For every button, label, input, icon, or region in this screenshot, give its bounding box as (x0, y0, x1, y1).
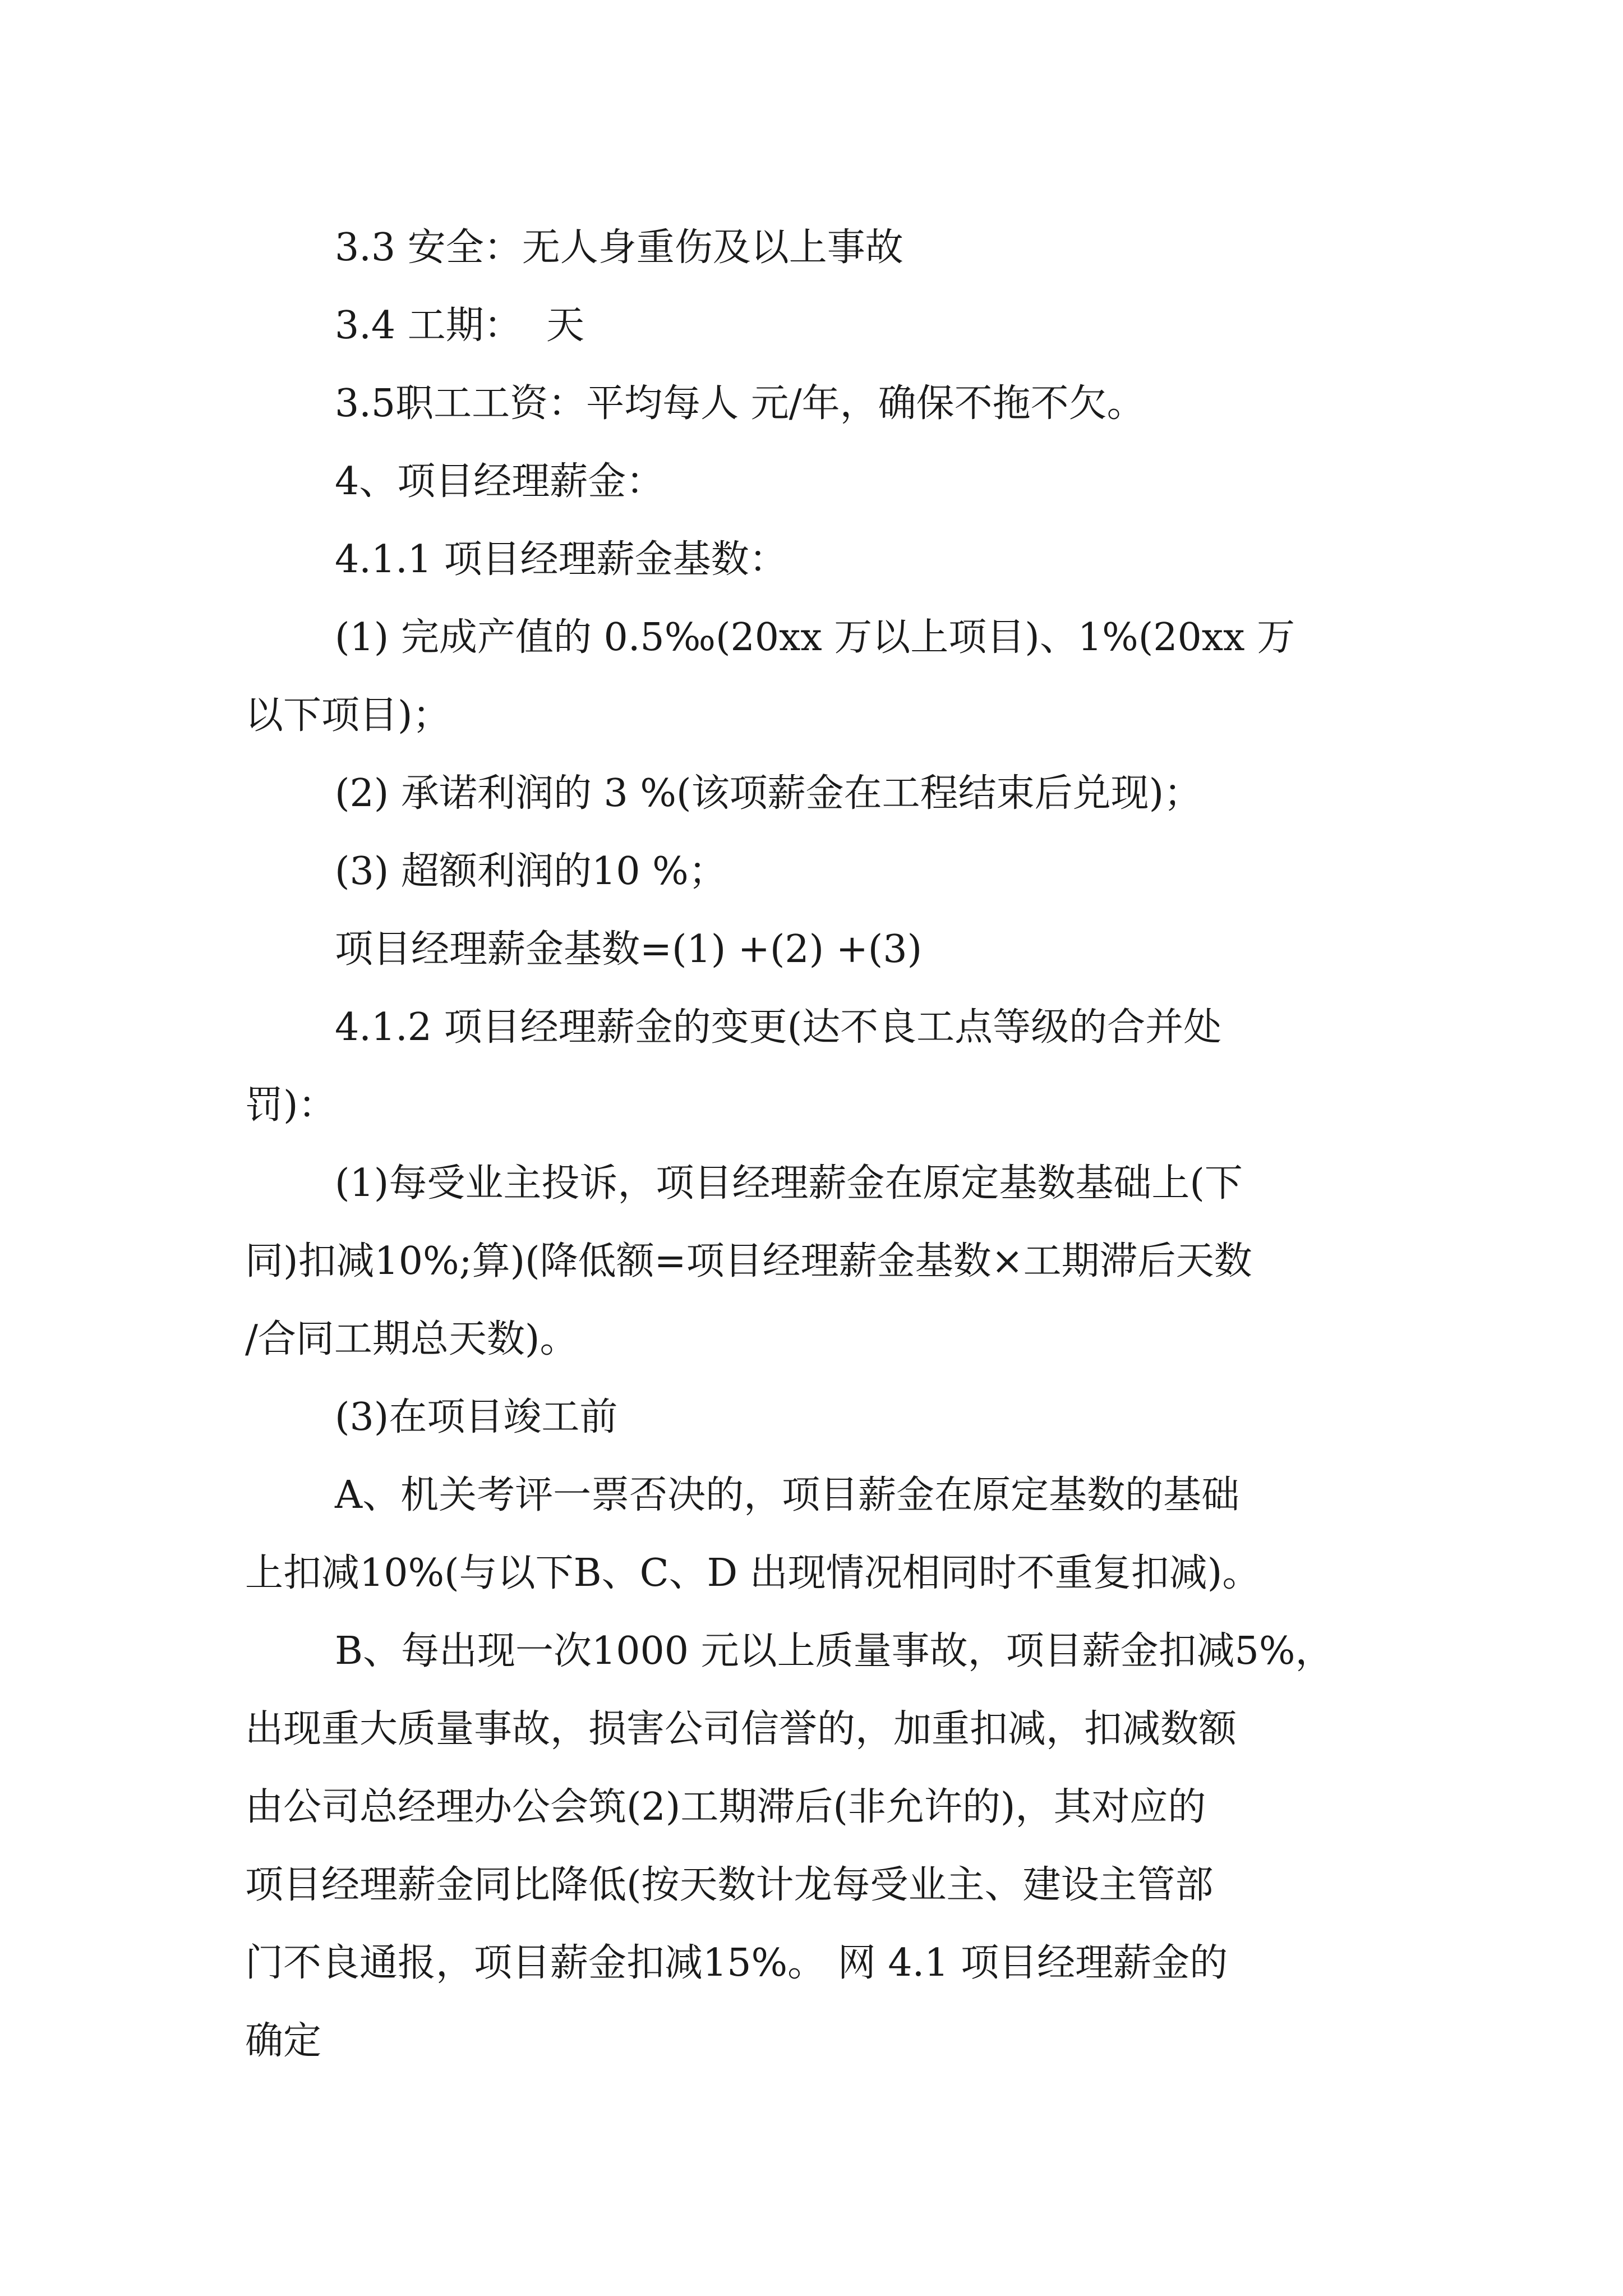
paragraph (245, 1456, 1378, 1612)
paragraph-line: A、机关考评一票否决的，项目薪金在原定基数的基础 (335, 1473, 1240, 1517)
paragraph (245, 988, 1378, 1144)
paragraph (245, 287, 1378, 365)
paragraph (245, 443, 1378, 521)
paragraph-line: /合同工期总天数)。 (245, 1317, 578, 1361)
paragraph (245, 521, 1378, 599)
paragraph-line: B、每出现一次1000 元以上质量事故，项目薪金扣减5%， (335, 1629, 1334, 1673)
paragraph-line: 罚)： (245, 1083, 336, 1128)
paragraph (245, 832, 1378, 910)
paragraph-line: 3.5职工工资：平均每人 元/年，确保不拖不欠。 (335, 381, 1145, 426)
paragraph-line: 出现重大质量事故，损害公司信誉的，加重扣减，扣减数额 (245, 1707, 1237, 1751)
paragraph-line: 项目经理薪金基数=(1) +(2) +(3) (335, 927, 923, 972)
paragraph-line: 上扣减10%(与以下B、C、D 出现情况相同时不重复扣减)。 (245, 1551, 1261, 1595)
paragraph-line: 项目经理薪金同比降低(按天数计龙每受业主、建设主管部 (245, 1863, 1214, 1907)
document-body (245, 209, 1378, 2080)
paragraph-line: 4.1.1 项目经理薪金基数： (335, 537, 787, 582)
paragraph (245, 209, 1378, 287)
paragraph (245, 1144, 1378, 1378)
paragraph (245, 1612, 1378, 2080)
paragraph (245, 754, 1378, 832)
paragraph-line: 以下项目)； (245, 693, 451, 738)
paragraph-line: 3.4 工期： 天 (335, 303, 584, 348)
paragraph-line: (3)在项目竣工前 (335, 1395, 618, 1439)
paragraph-line: 3.3 安全：无人身重伤及以上事故 (335, 226, 903, 270)
paragraph-line: 门不良通报，项目薪金扣减15%。 网 4.1 项目经理薪金的 (245, 1941, 1228, 1985)
paragraph-line: 由公司总经理办公会筑(2)工期滞后(非允许的)，其对应的 (245, 1785, 1206, 1829)
paragraph (245, 910, 1378, 988)
paragraph-line: (2) 承诺利润的 3 %(该项薪金在工程结束后兑现)； (335, 771, 1202, 816)
paragraph-line: (1)每受业主投诉，项目经理薪金在原定基数基础上(下 (335, 1161, 1243, 1205)
paragraph (245, 1378, 1378, 1456)
paragraph-line: 同)扣减10%;算)(降低额=项目经理薪金基数×工期滞后天数 (245, 1239, 1252, 1283)
paragraph-line: (1) 完成产值的 0.5‰(20xx 万以上项目)、1%(20xx 万 (335, 615, 1295, 660)
paragraph (245, 365, 1378, 443)
paragraph-line: 4.1.2 项目经理薪金的变更(达不良工点等级的合并处 (335, 1005, 1222, 1050)
paragraph (245, 599, 1378, 754)
paragraph-line: 确定 (245, 2019, 322, 2063)
paragraph-line: (3) 超额利润的10 %； (335, 849, 727, 894)
paragraph-line: 4、项目经理薪金： (335, 459, 665, 504)
